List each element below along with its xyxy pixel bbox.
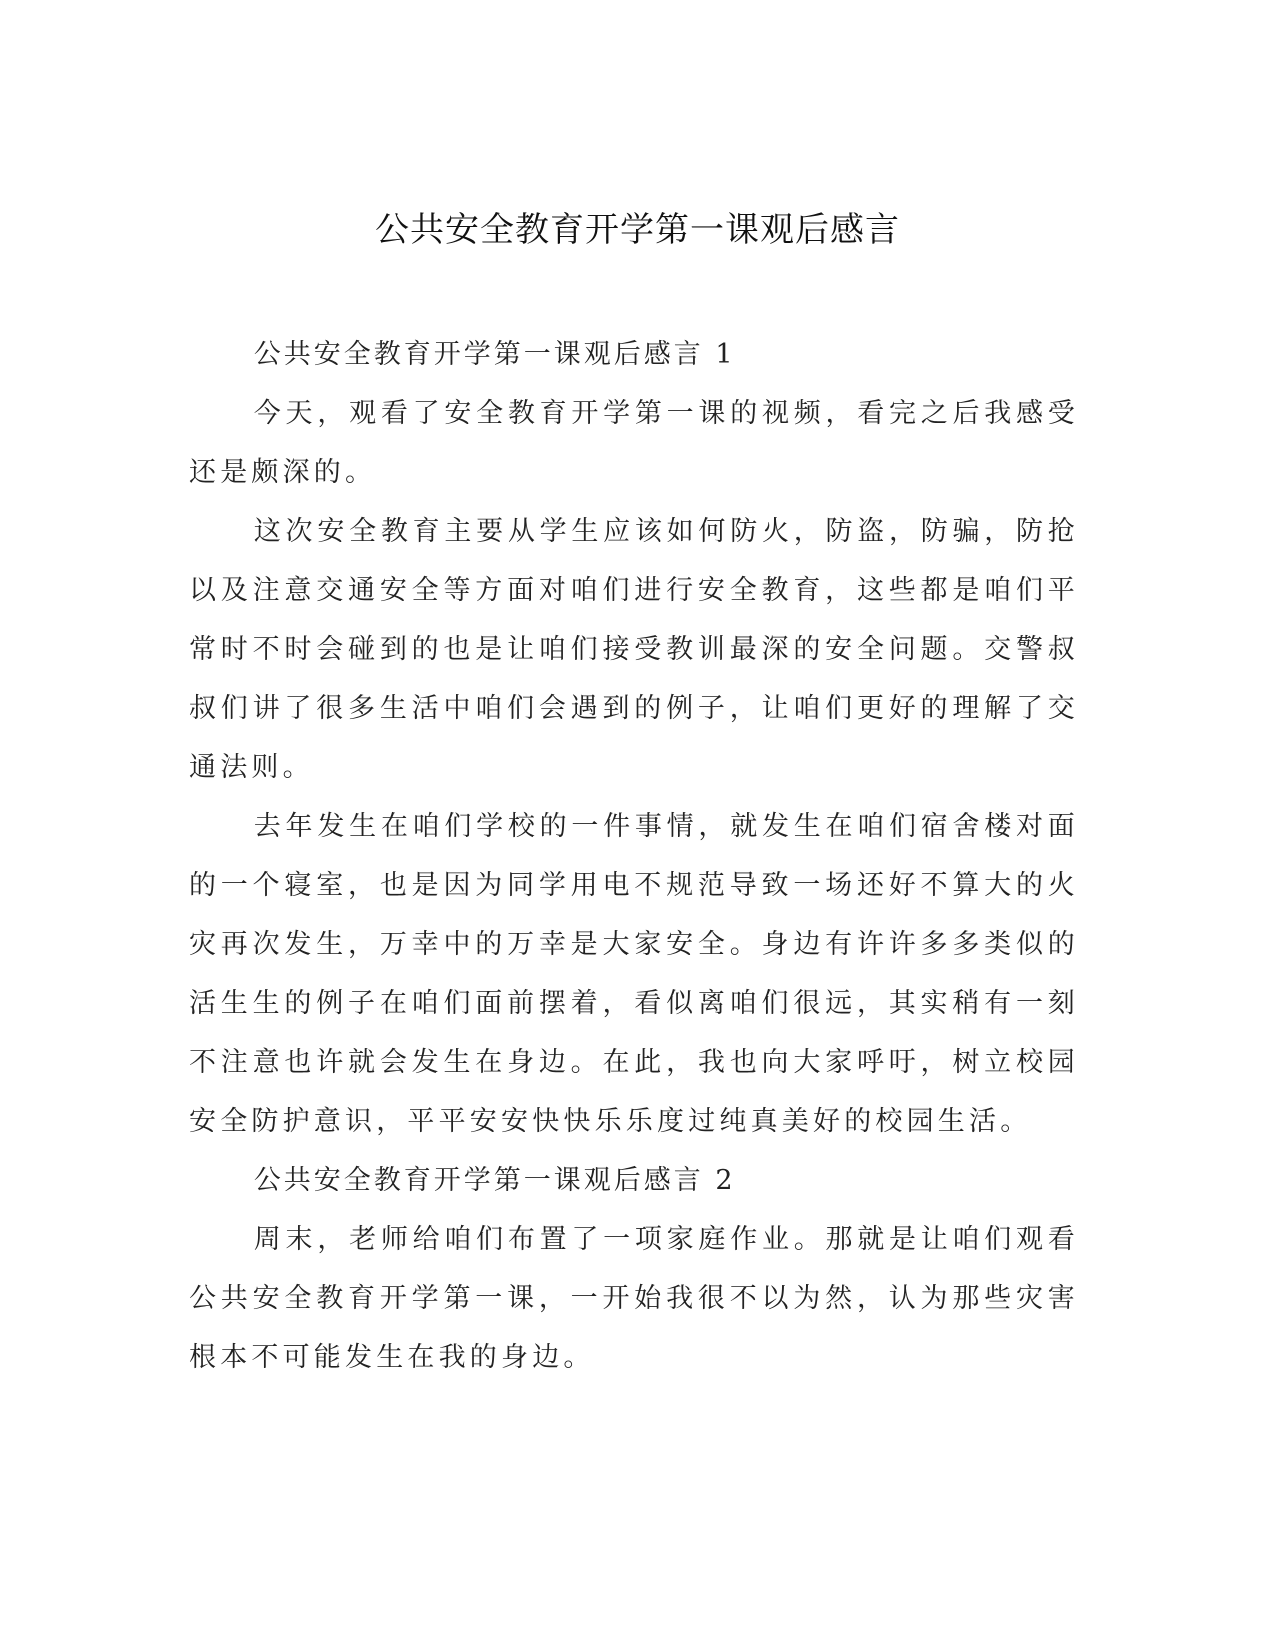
paragraph: 去年发生在咱们学校的一件事情，就发生在咱们宿舍楼对面的一个寝室，也是因为同学用电不规范导致一场还好不算大的火灾再次发生，万幸中的万幸是大家安全。身边有许许多多类似的活生生的例子在咱们面前摆着，看似离咱们很远，其实稍有一刻不注意也许就会发生在身边。在此，我也向大家呼吁，树立校园安全防护意识，平平安安快快乐乐度过纯真美好的校园生活。 [189,811,1079,1137]
section-heading-1: 公共安全教育开学第一课观后感言 1 [253,339,736,370]
paragraph: 周末，老师给咱们布置了一项家庭作业。那就是让咱们观看公共安全教育开学第一课，一开始我很不以为然，认为那些灾害根本不可能发生在我的身边。 [189,1224,1079,1373]
document-body [189,325,1079,1387]
paragraph: 这次安全教育主要从学生应该如何防火，防盗，防骗，防抢以及注意交通安全等方面对咱们进行安全教育，这些都是咱们平常时不时会碰到的也是让咱们接受教训最深的安全问题。交警叔叔们讲了很多生活中咱们会遇到的例子，让咱们更好的理解了交通法则。 [189,516,1079,783]
document-title: 公共安全教育开学第一课观后感言 [375,210,900,250]
section-heading-2: 公共安全教育开学第一课观后感言 2 [253,1165,736,1196]
paragraph: 今天，观看了安全教育开学第一课的视频，看完之后我感受还是颇深的。 [189,398,1079,488]
